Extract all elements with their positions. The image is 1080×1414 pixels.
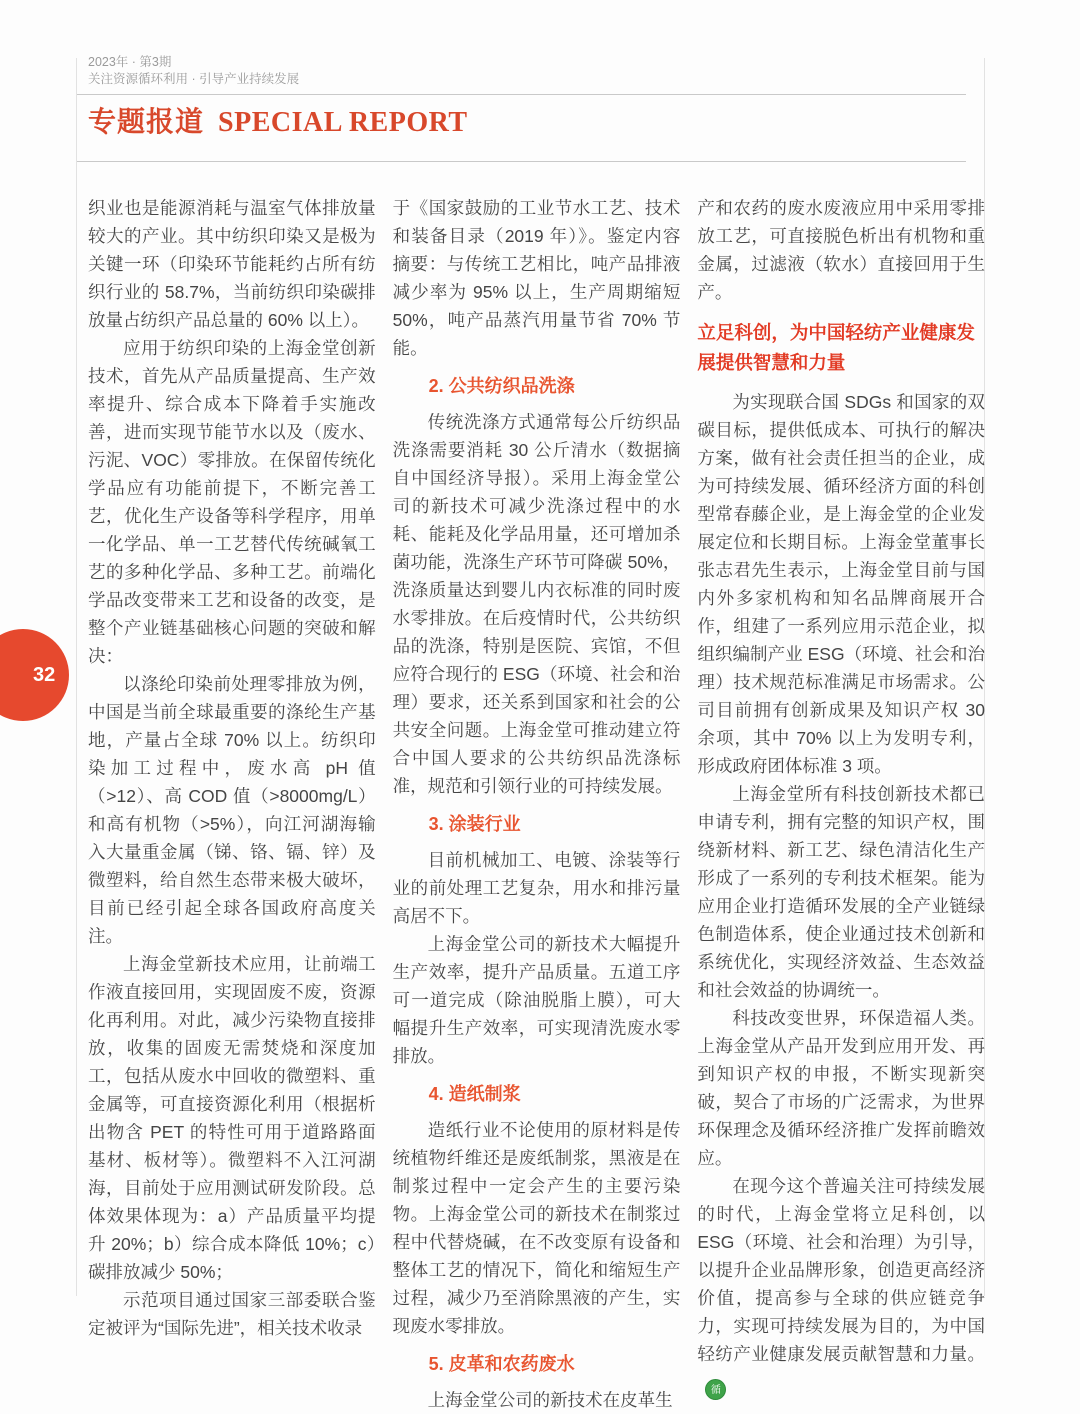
article-paragraph: 上海金堂新技术应用，让前端工作液直接回用，实现固废不废，资源化再利用。对此，减少污染物直接排放，收集的固废无需焚烧和深度加工，包括从废水中回收的微塑料、重金属等，可直接资源化利用（根据析出物含 PET 的特性可用于道路路面基材、板材等）。微塑料不入江河湖海，目前处于应用测试研发阶段。总体效果体现为：a）产品质量平均提升 20%；b）综合成本降低 10%；c）碳排放减少 50%； xyxy=(88,954,376,1282)
issue-meta xyxy=(88,54,299,88)
page-number: 32 xyxy=(33,663,56,686)
article-paragraph: 传统洗涤方式通常每公斤纺织品洗涤需要消耗 30 公斤清水（数据摘自中国经济导报）。采用上海金堂公司的新技术可减少洗涤过程中的水耗、能耗及化学品用量，还可增加杀菌功能，洗涤生产环节可降碳 50%，洗涤质量达到婴儿内衣标准的同时废水零排放。在后疫情时代，公共纺织品的洗涤，特别是医院、宾馆，不但应符合现行的 ESG（环境、社会和治理）要求，还关系到国家和社会的公共安全问题。上海金堂可推动建立符合中国人要求的公共纺织品洗涤标准，规范和引领行业的可持续发展。 xyxy=(392,412,681,796)
article-paragraph: 于《国家鼓励的工业节水工艺、技术和装备目录（2019 年）》。鉴定内容摘要：与传统工艺相比，吨产品排液减少率为 95% 以上，生产周期缩短 50%，吨产品蒸汽用量节省 70% 节能。 xyxy=(392,198,681,358)
article-paragraph: 上海金堂所有科技创新技术都已申请专利，拥有完整的知识产权，围绕新材料、新工艺、绿色清洁化生产形成了一系列的专利技术框架。能为应用企业打造循环发展的全产业链绿色制造体系，使企业通过技术创新和系统优化，实现经济效益、生态效益和社会效益的协调统一。 xyxy=(697,784,986,1000)
article-paragraph: 以涤纶印染前处理零排放为例，中国是当前全球最重要的涤纶生产基地，产量占全球 70% 以上。纺织印染加工过程中，废水高 pH 值（>12）、高 COD 值（>8000mg/L）和高有机物（>5%），向江河湖海输入大量重金属（锑、铬、镉、锌）及微塑料，给自然生态带来极大破坏，目前已经引起全球各国政府高度关注。 xyxy=(88,674,376,946)
section-title-en: SPECIAL REPORT xyxy=(218,107,468,138)
article-subheading: 4. 造纸制浆 xyxy=(428,1084,521,1104)
article-end-icon: 循 xyxy=(705,1379,726,1400)
article-paragraph: 科技改变世界，环保造福人类。上海金堂从产品开发到应用开发、再到知识产权的申报，不断实现新突破，契合了市场的广泛需求，为世界环保理念及循环经济推广发挥前瞻效应。 xyxy=(697,1008,986,1168)
article-paragraph: 为实现联合国 SDGs 和国家的双碳目标，提供低成本、可执行的解决方案，做有社会责任担当的企业，成为可持续发展、循环经济方面的科创型常春藤企业，是上海金堂的企业发展定位和长期目标。上海金堂董事长张志君先生表示，上海金堂目前与国内外多家机构和知名品牌商展开合作，组建了一系列应用示范企业，拟组织编制产业 ESG（环境、社会和治理）技术规范标准满足市场需求。公司目前拥有创新成果及知识产权 30 余项，其中 70% 以上为发明专利，形成政府团体标准 3 项。 xyxy=(697,392,986,776)
article-paragraph: 应用于纺织印染的上海金堂创新技术，首先从产品质量提高、生产效率提升、综合成本下降着手实施改善，进而实现节能节水以及（废水、污泥、VOC）零排放。在保留传统化学品应有功能前提下，不断完善工艺，优化生产设备等科学程序，用单一化学品、单一工艺替代传统碱氧工艺的多种化学品、多种工艺。前端化学品改变带来工艺和设备的改变，是整个产业链基础核心问题的突破和解决： xyxy=(88,338,376,666)
article-paragraph: 上海金堂公司的新技术大幅提升生产效率，提升产品质量。五道工序可一道完成（除油脱脂上膜），可大幅提升生产效率，可实现清洗废水零排放。 xyxy=(392,934,681,1066)
header-rule-bottom xyxy=(77,161,966,162)
article-paragraph: 上海金堂公司的新技术在皮革生 xyxy=(427,1390,673,1410)
article-paragraph: 目前机械加工、电镀、涂装等行业的前处理工艺复杂，用水和排污量高居不下。 xyxy=(392,850,681,926)
article-body xyxy=(88,194,985,1414)
issue-number: 2023年 · 第3期 xyxy=(88,55,172,69)
header-rule-top xyxy=(77,94,966,95)
article-paragraph: 织业也是能源消耗与温室气体排放量较大的产业。其中纺织印染又是极为关键一环（印染环节能耗约占所有纺织行业的 58.7%，当前纺织印染碳排放量占纺织产品总量的 60% 以上）。 xyxy=(88,198,376,330)
article-subheading: 立足科创，为中国轻纺产业健康发展提供智慧和力量 xyxy=(697,322,975,373)
article-paragraph: 产和农药的废水废液应用中采用零排放工艺，可直接脱色析出有机物和重金属，过滤液（软水）直接回用于生产。 xyxy=(697,198,986,302)
article-paragraph: 造纸行业不论使用的原材料是传统植物纤维还是废纸制浆，黑液是在制浆过程中一定会产生的主要污染物。上海金堂公司的新技术在制浆过程中代替烧碱，在不改变原有设备和整体工艺的情况下，简化和缩短生产过程，减少乃至消除黑液的产生，实现废水零排放。 xyxy=(392,1120,681,1336)
issue-tagline: 关注资源循环利用 · 引导产业持续发展 xyxy=(88,72,300,86)
article-paragraph: 在现今这个普遍关注可持续发展的时代，上海金堂将立足科创，以 ESG（环境、社会和治理）为引导，以提升企业品牌形象，创造更高经济价值，提高参与全球的供应链竞争力，实现可持续发展为目的，为中国轻纺产业健康发展贡献智慧和力量。循 xyxy=(697,1172,985,1400)
column-middle xyxy=(393,194,681,1414)
article-subheading: 2. 公共纺织品洗涤 xyxy=(428,376,575,396)
article-subheading: 3. 涂装行业 xyxy=(428,814,521,834)
article-subheading: 5. 皮革和农药废水 xyxy=(428,1354,575,1374)
section-title-zh: 专题报道 xyxy=(88,107,205,138)
section-title xyxy=(88,100,468,140)
column-right xyxy=(697,194,985,1414)
page-left-edge-line xyxy=(76,58,77,1296)
column-left xyxy=(88,194,376,1414)
article-paragraph: 示范项目通过国家三部委联合鉴定被评为“国际先进”，相关技术收录 xyxy=(88,1290,376,1338)
page-number-badge xyxy=(0,629,69,721)
